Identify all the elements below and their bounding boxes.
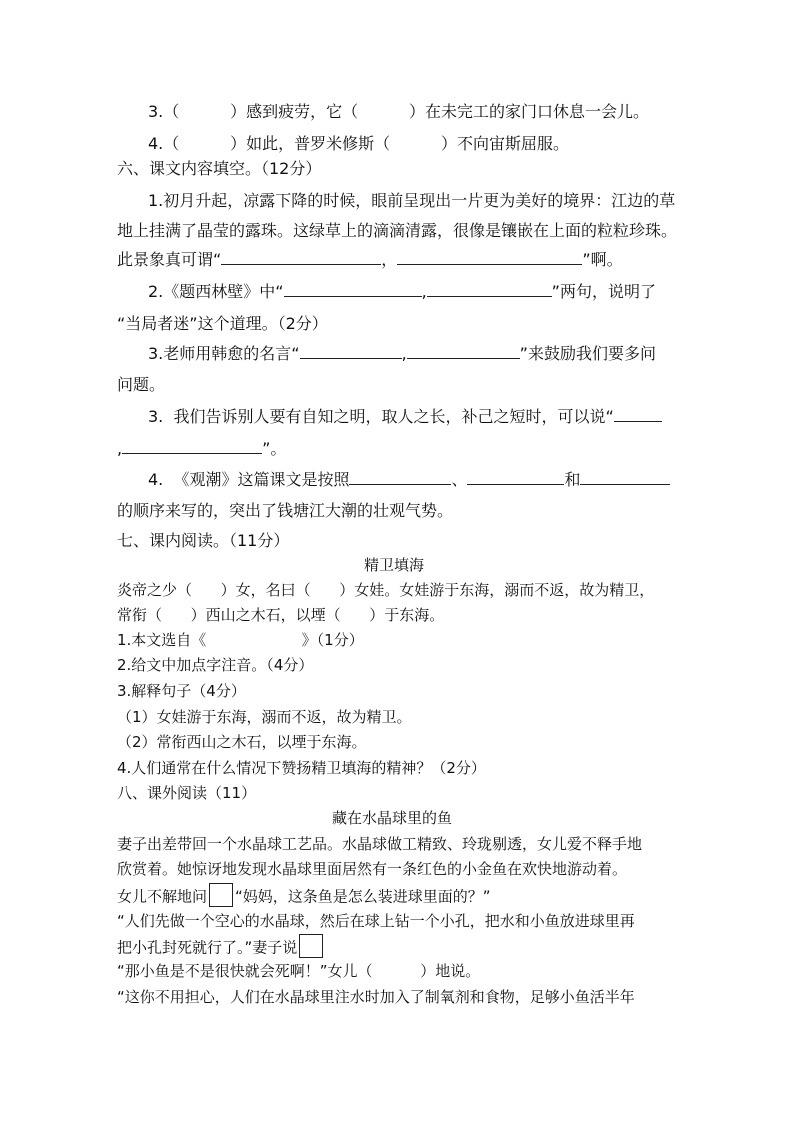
q7-text-line1: 炎帝之少（ ）女，名曰（ ）女娃。女娃游于东海，溺而不返，故为精卫，: [117, 581, 655, 599]
answer-blank[interactable]: [397, 249, 582, 265]
answer-blank[interactable]: [284, 281, 422, 297]
q8-line6: “那小鱼是不是很快就会死啊！”女儿（ ）地说。: [117, 962, 481, 980]
q8-line3: 女儿不解地问 “妈妈，这条鱼是怎么装进球里面的？”: [117, 885, 491, 909]
passage-title-crystal-ball: 藏在水晶球里的鱼: [332, 809, 453, 827]
q8-line2: 欣赏着。她惊讶地发现水晶球里面居然有一条红色的小金鱼在欢快地游动着。: [117, 860, 628, 878]
q6-p1-line3: 此景象真可谓“ ， ”啊。: [117, 250, 623, 269]
q6-p4-line2: , ”。: [117, 439, 287, 458]
answer-blank[interactable]: [467, 469, 564, 485]
answer-blank[interactable]: [407, 343, 520, 359]
answer-blank[interactable]: [614, 406, 662, 422]
answer-blank[interactable]: [580, 469, 670, 485]
q6-p5-line1: 4. 《观潮》这篇课文是按照 、 和: [148, 469, 670, 491]
q6-p5-line2: 的顺序来写的，突出了钱塘江大潮的壮观气势。: [117, 501, 454, 520]
punctuation-box[interactable]: [209, 883, 233, 907]
answer-blank[interactable]: [122, 438, 262, 454]
answer-blank[interactable]: [427, 281, 552, 297]
q5-item-3: 3.（ ）感到疲劳，它（ ）在未完工的家门口休息一会儿。: [148, 102, 649, 121]
q6-p3-line1: 3.老师用韩愈的名言“ , ”来鼓励我们要多问: [148, 344, 656, 363]
q5-item-4: 4.（ ）如此，普罗米修斯（ ）不向宙斯屈服。: [148, 134, 569, 153]
q7-question-2: 2.给文中加点字注音。（4分）: [117, 656, 314, 674]
q8-line7: “这你不用担心，人们在水晶球里注水时加入了制氧剂和食物，足够小鱼活半年: [117, 988, 635, 1006]
q7-question-3: 3.解释句子（4分）: [117, 682, 246, 700]
q7-text-line2: 常衔（ ）西山之木石，以堙（ ）于东海。: [117, 606, 445, 624]
q7-question-4: 4.人们通常在什么情况下赞扬精卫填海的精神？（2分）: [117, 759, 486, 777]
q8-line4: “人们先做一个空心的水晶球，然后在球上钻一个小孔，把水和小鱼放进球里再: [117, 912, 635, 930]
q6-p1-line1: 1.初月升起，凉露下降的时候，眼前呈现出一片更为美好的境界：江边的草: [148, 191, 676, 210]
q6-p3-line2: 问题。: [117, 375, 166, 394]
punctuation-box[interactable]: [299, 934, 323, 958]
q7-question-3a: （1）女娃游于东海，溺而不返，故为精卫。: [117, 708, 412, 726]
answer-blank[interactable]: [300, 343, 402, 359]
passage-title-jingwei: 精卫填海: [364, 556, 425, 574]
answer-blank[interactable]: [349, 469, 451, 485]
section-8-heading: 八、课外阅读（11）: [117, 784, 257, 802]
q7-question-1: 1.本文选自《 》（1分）: [117, 631, 364, 649]
q7-question-3b: （2）常衔西山之木石，以堙于东海。: [117, 733, 367, 751]
q8-line5: 把小孔封死就行了。”妻子说: [117, 936, 325, 960]
q6-p4-line1: 3. 我们告诉别人要有自知之明，取人之长，补己之短时，可以说“: [148, 406, 662, 428]
q6-p2-line2: “当局者迷”这个道理。（2分）: [117, 314, 328, 333]
answer-blank[interactable]: [221, 249, 381, 265]
section-6-heading: 六、课文内容填空。（12分）: [117, 159, 322, 178]
q6-p1-line2: 地上挂满了晶莹的露珠。这绿草上的滴滴清露，很像是镶嵌在上面的粒粒珍珠。: [117, 221, 678, 240]
section-7-heading: 七、课内阅读。（11分）: [117, 531, 290, 550]
q6-p2-line1: 2.《题西林壁》中“ , ”两句，说明了: [148, 282, 656, 301]
q8-line1: 妻子出差带回一个水晶球工艺品。水晶球做工精致、玲珑剔透，女儿爱不释手地: [117, 835, 643, 853]
